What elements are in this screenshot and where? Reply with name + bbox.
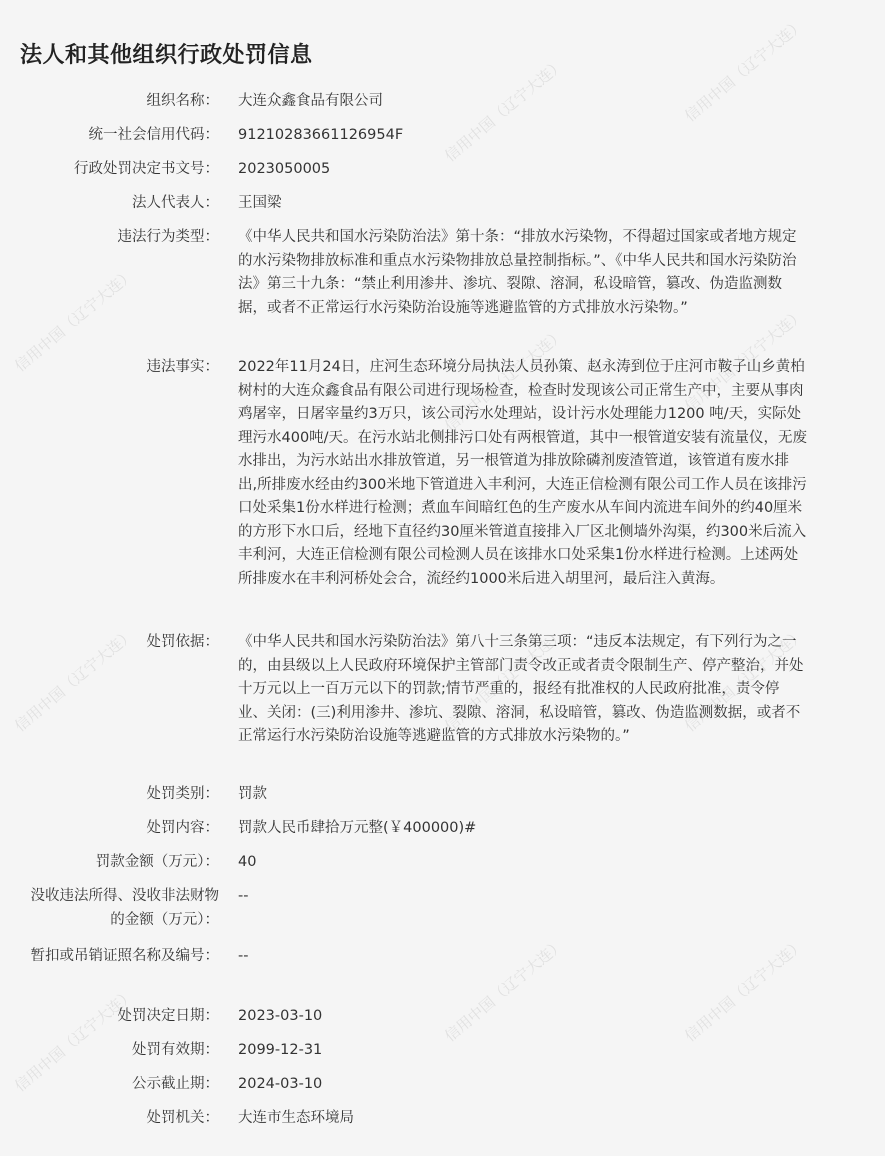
field-label: 处罚有效期： <box>132 1042 219 1058</box>
field-row <box>0 1039 885 1073</box>
field-row <box>0 158 885 192</box>
field-label: 违法行为类型： <box>117 229 219 245</box>
field-row <box>0 90 885 124</box>
watermark: 信用中国（辽宁大连） <box>441 935 568 1046</box>
field-label: 处罚内容： <box>146 820 219 836</box>
field-label: 暂扣或吊销证照名称及编号： <box>30 948 219 964</box>
watermark: 信用中国（辽宁大连） <box>441 55 568 166</box>
page-title: 法人和其他组织行政处罚信息 <box>20 43 313 68</box>
field-row <box>0 851 885 885</box>
info-list <box>0 90 885 1141</box>
field-value: 91210283661126954F <box>238 127 404 143</box>
field-label: 处罚类别： <box>146 786 219 802</box>
field-value: 40 <box>238 854 257 870</box>
field-label: 公示截止期： <box>132 1076 219 1092</box>
field-value: 《中华人民共和国水污染防治法》第十条：“排放水污染物，不得超过国家或者地方规定的水污染物排放标准和重点水污染物排放总量控制指标。”、《中华人民共和国水污染防治法》第三十九条：“禁止利用渗井、渗坑、裂隙、溶洞，私设暗管，篡改、伪造监测数据，或者不正常运行水污染防治设施等逃避监管的方式排放水污染物。” <box>238 229 797 316</box>
field-row <box>0 192 885 226</box>
field-value: -- <box>238 948 249 964</box>
field-row <box>0 945 885 1005</box>
field-value: 2024-03-10 <box>238 1076 323 1092</box>
watermark: 信用中国（辽宁大连） <box>11 625 138 736</box>
field-row <box>0 1107 885 1141</box>
field-label: 处罚机关： <box>146 1110 219 1126</box>
watermark: 信用中国（辽宁大连） <box>681 15 808 126</box>
field-row <box>0 885 885 945</box>
field-row <box>0 356 885 631</box>
field-value: 大连众鑫食品有限公司 <box>238 93 383 109</box>
field-value: 罚款人民币肆拾万元整(￥400000)# <box>238 820 477 836</box>
field-row <box>0 631 885 783</box>
field-value: 2023050005 <box>238 161 331 177</box>
field-value: 罚款 <box>238 786 267 802</box>
field-label: 没收违法所得、没收非法财物的金额（万元）： <box>30 888 219 928</box>
field-value: 《中华人民共和国水污染防治法》第八十三条第三项：“违反本法规定，有下列行为之一的，由县级以上人民政府环境保护主管部门责令改正或者责令限制生产、停产整治，并处十万元以上一百万元以下的罚款;情节严重的，报经有批准权的人民政府批准，责令停业、关闭：(三)利用渗井、渗坑、裂隙、溶洞，私设暗管，篡改、伪造监测数据，或者不正常运行水污染防治设施等逃避监管的方式排放水污染物的。” <box>238 634 804 744</box>
field-row <box>0 226 885 356</box>
field-label: 组织名称： <box>146 93 219 109</box>
watermark: 信用中国（辽宁大连） <box>441 625 568 736</box>
field-label: 违法事实： <box>146 359 219 375</box>
field-value: -- <box>238 888 249 904</box>
field-value: 2023-03-10 <box>238 1008 323 1024</box>
field-row <box>0 124 885 158</box>
field-label: 行政处罚决定书文号： <box>74 161 219 177</box>
field-value: 大连市生态环境局 <box>238 1110 354 1126</box>
field-row <box>0 1005 885 1039</box>
field-label: 处罚依据： <box>146 634 219 650</box>
field-label: 处罚决定日期： <box>117 1008 219 1024</box>
field-label: 统一社会信用代码： <box>88 127 219 143</box>
field-label: 法人代表人： <box>132 195 219 211</box>
watermark: 信用中国（辽宁大连） <box>681 625 808 736</box>
field-row <box>0 783 885 817</box>
field-value: 2022年11月24日，庄河生态环境分局执法人员孙策、赵永涛到位于庄河市鞍子山乡黄柏树村的大连众鑫食品有限公司进行现场检查，检查时发现该公司正常生产中，主要从事肉鸡屠宰，日屠宰量约3万只，该公司污水处理站，设计污水处理能力1200 吨/天，实际处理污水400吨/天。在污水站北侧排污口处有两根管道，其中一根管道安装有流量仪，无废水排出，为污水站出水排放管道，另一根管道为排放除磷剂废渣管道，该管道有废水排出,所排废水经由约300米地下管道进入丰利河，大连正信检测有限公司工作人员在该排污口处采集1份水样进行检测；煮血车间暗红色的生产废水从车间内流进车间外的约40厘米的方形下水口后，经地下直径约30厘米管道直接排入厂区北侧墙外沟渠，约300米后流入丰利河，大连正信检测有限公司检测人员在该排水口处采集1份水样进行检测。上述两处所排废水在丰利河桥处会合，流经约1000米后进入胡里河，最后注入黄海。 <box>238 359 808 587</box>
field-label: 罚款金额（万元）： <box>95 854 219 870</box>
watermark: 信用中国（辽宁大连） <box>681 305 808 416</box>
watermark: 信用中国（辽宁大连） <box>441 325 568 436</box>
watermark: 信用中国（辽宁大连） <box>11 265 138 376</box>
field-value: 王国梁 <box>238 195 282 211</box>
field-value: 2099-12-31 <box>238 1042 323 1058</box>
watermark: 信用中国（辽宁大连） <box>681 935 808 1046</box>
field-row <box>0 817 885 851</box>
watermark: 信用中国（辽宁大连） <box>11 985 138 1096</box>
field-row <box>0 1073 885 1107</box>
